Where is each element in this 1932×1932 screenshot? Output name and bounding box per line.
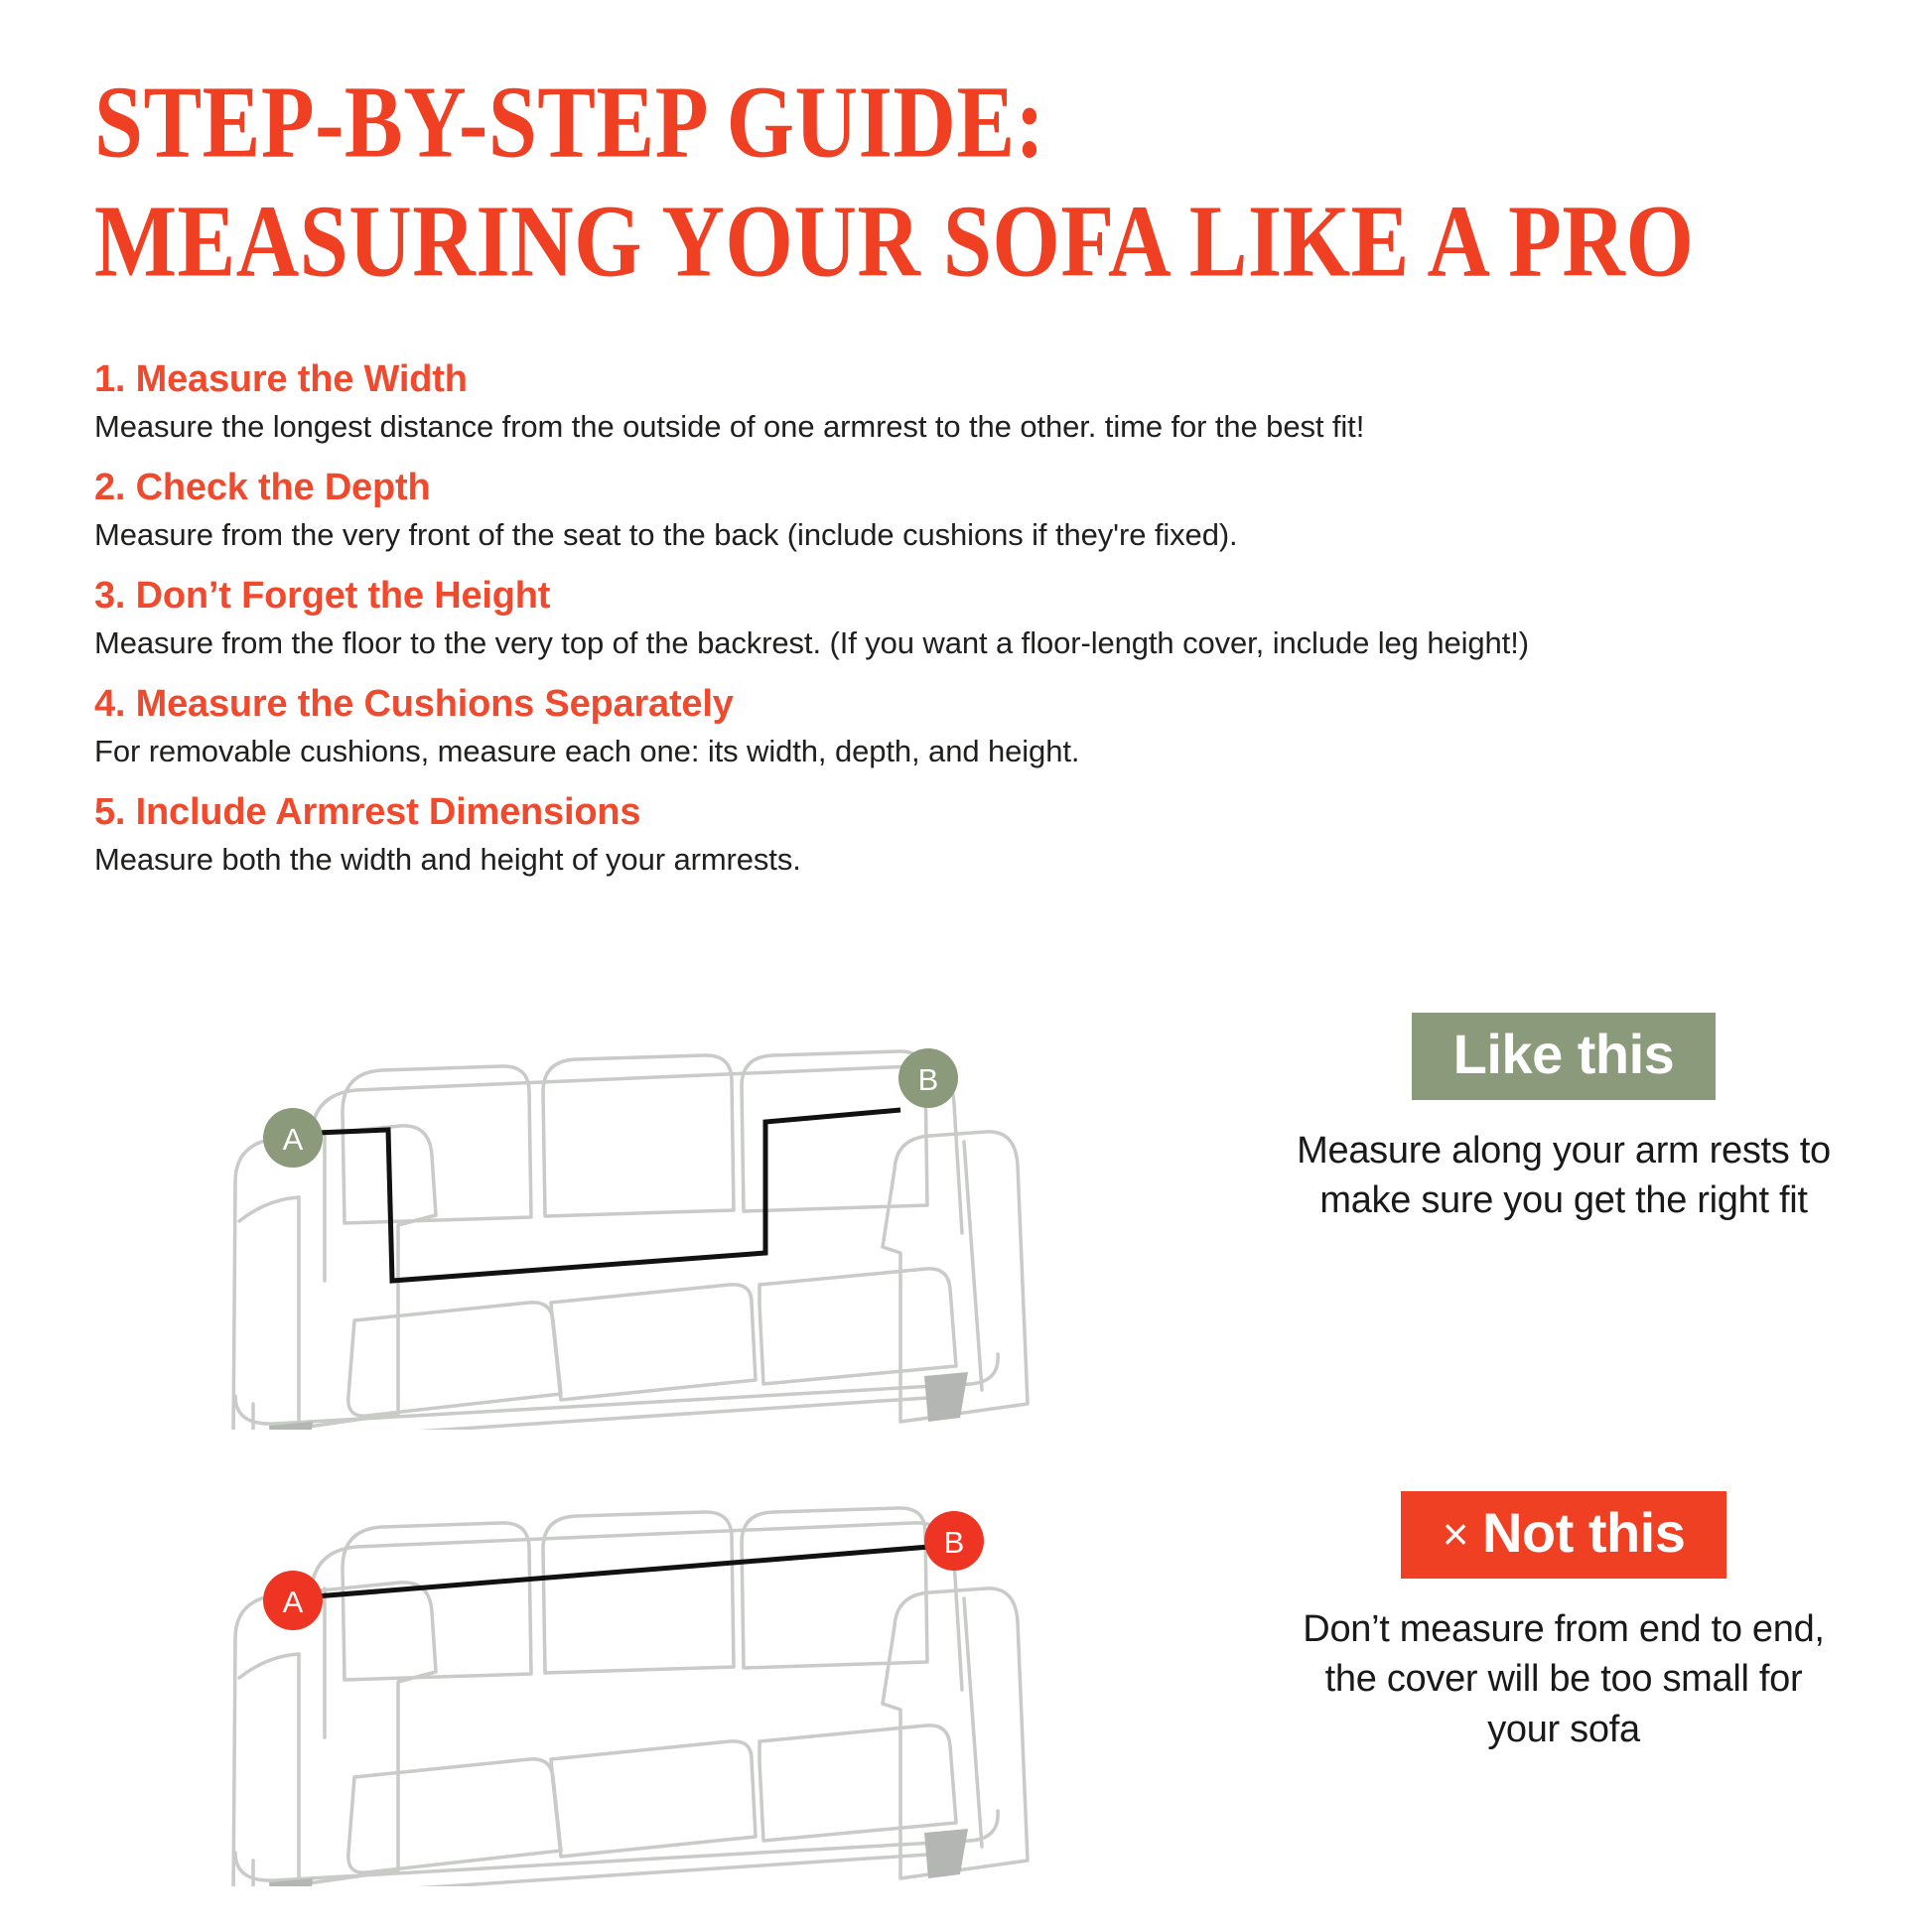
not-this-badge-label: Not this	[1481, 1501, 1686, 1565]
marker-a-incorrect	[263, 1571, 323, 1630]
callout-not-this	[1286, 1491, 1842, 1753]
sofa-diagrams	[94, 993, 1196, 1886]
page-title	[94, 66, 1843, 300]
step-item	[94, 575, 1843, 661]
step-body-4: For removable cushions, measure each one: its width, depth, and height.	[94, 733, 1080, 768]
title-line-1: STEP-BY-STEP GUIDE:	[94, 66, 1045, 180]
svg-text:A: A	[282, 1122, 304, 1157]
step-item	[94, 467, 1843, 553]
like-this-badge-label: Like this	[1452, 1023, 1675, 1085]
like-this-caption: Measure along your arm rests to make sure you get the right fit	[1297, 1130, 1831, 1222]
illustration-area	[94, 993, 1842, 1886]
svg-text:A: A	[282, 1585, 304, 1619]
close-icon: ×	[1442, 1508, 1468, 1561]
svg-text:B: B	[917, 1062, 939, 1097]
marker-b-incorrect	[924, 1511, 984, 1571]
svg-text:B: B	[943, 1525, 965, 1560]
not-this-caption: Don’t measure from end to end, the cover will be too small for your sofa	[1303, 1608, 1825, 1750]
sofa-illustration-correct	[94, 993, 1196, 1430]
sofa-illustration-incorrect	[94, 1449, 1196, 1886]
title-line-2: MEASURING YOUR SOFA LIKE A PRO	[94, 185, 1695, 300]
steps-list	[94, 358, 1843, 878]
step-heading-2: 2. Check the Depth	[94, 466, 431, 508]
step-item	[94, 683, 1843, 769]
marker-b-correct	[898, 1048, 958, 1108]
step-body-1: Measure the longest distance from the outside of one armrest to the other. time for the best fit!	[94, 408, 1365, 444]
step-body-5: Measure both the width and height of your armrests.	[94, 841, 801, 877]
like-this-badge	[1412, 1013, 1717, 1100]
marker-a-correct	[263, 1108, 323, 1168]
step-item	[94, 358, 1843, 445]
not-this-badge	[1401, 1491, 1727, 1579]
callout-like-this	[1286, 1013, 1842, 1225]
step-heading-5: 5. Include Armrest Dimensions	[94, 790, 641, 833]
callouts-column	[1286, 1013, 1842, 1754]
step-body-2: Measure from the very front of the seat to the back (include cushions if they're fixed).	[94, 516, 1238, 552]
step-heading-3: 3. Don’t Forget the Height	[94, 574, 551, 617]
step-body-3: Measure from the floor to the very top of the backrest. (If you want a floor-length cover, include leg height!)	[94, 624, 1529, 660]
sofa-diagram-incorrect	[94, 1449, 1196, 1886]
step-heading-4: 4. Measure the Cushions Separately	[94, 682, 734, 725]
sofa-diagram-correct	[94, 993, 1196, 1430]
step-heading-1: 1. Measure the Width	[94, 357, 468, 400]
step-item	[94, 791, 1843, 878]
